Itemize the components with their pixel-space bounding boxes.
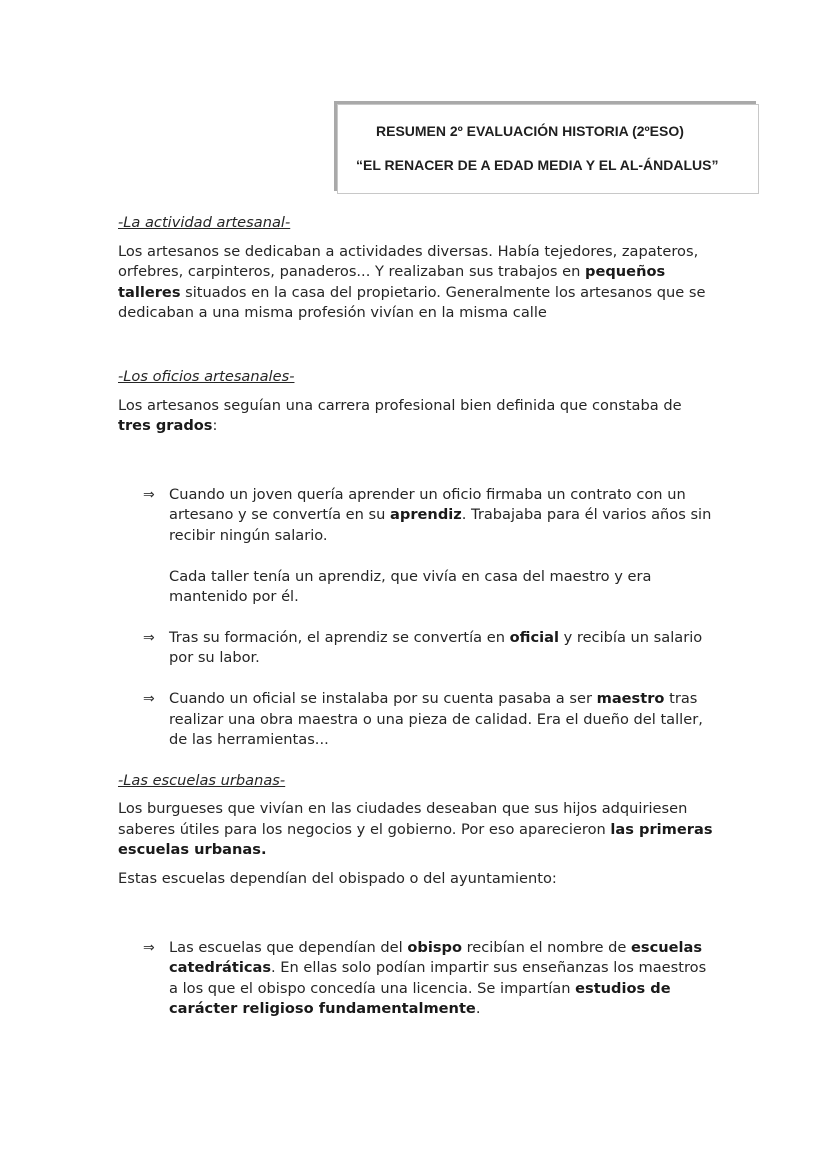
title-box [337, 104, 759, 194]
text-run: tras realizar una obra maestra o una pieza de calidad. Era el dueño del taller, de las herramientas... [169, 689, 703, 749]
text-run: situados en la casa del propietario. Generalmente los artesanos que se dedicaban a una misma profesión vivían en la misma calle [118, 283, 706, 322]
arrow-right-icon: ⇒ [143, 939, 155, 956]
bold-text: pequeños talleres [118, 263, 666, 301]
document-title: RESUMEN 2º EVALUACIÓN HISTORIA (2ºESO) [376, 123, 684, 139]
text-run: : [212, 417, 218, 435]
text-run: Tras su formación, el aprendiz se convertía en [169, 628, 510, 646]
section-heading-oficios: -Los oficios artesanales- [118, 367, 295, 385]
bold-text: obispo [407, 938, 462, 956]
text-run: Los artesanos se dedicaban a actividades diversas. Había tejedores, zapateros, orfebres, carpinteros, panaderos... Y realizaban sus trabajos en [118, 242, 699, 281]
paragraph-artesanal [118, 242, 718, 324]
list-item [118, 689, 718, 751]
bold-text: las primeras escuelas urbanas. [118, 820, 713, 859]
paragraph-escuelas-2: Estas escuelas dependían del obispado o del ayuntamiento: [118, 870, 557, 888]
paragraph-escuelas [118, 799, 718, 861]
bold-text: estudios de carácter religioso fundamentalmente [169, 979, 671, 1018]
text-run: . Trabajaba para él varios años sin recibir ningún salario. [169, 506, 712, 544]
text-run: . En ellas solo podían impartir sus enseñanzas los maestros a los que el obispo concedía una licencia. Se impartían [169, 959, 707, 997]
bold-text: escuelas catedráticas [169, 938, 703, 977]
text-run: Cuando un oficial se instalaba por su cuenta pasaba a ser [169, 689, 597, 707]
arrow-right-icon: ⇒ [143, 629, 155, 646]
section-heading-artesanal: -La actividad artesanal- [118, 214, 291, 231]
bold-text: oficial [509, 628, 559, 646]
text-run: Los burgueses que vivían en las ciudades deseaban que sus hijos adquiriesen saberes útiles para los negocios y el gobierno. Por eso aparecieron [118, 800, 688, 838]
list-item [118, 485, 718, 547]
text-run: Los artesanos seguían una carrera profesional bien definida que constaba de [118, 396, 682, 414]
arrow-right-icon: ⇒ [143, 486, 155, 503]
paragraph-oficios [118, 396, 718, 437]
text-run: recibían el nombre de [461, 938, 632, 956]
section-heading-escuelas: -Las escuelas urbanas- [118, 771, 286, 789]
list-item [118, 628, 718, 669]
bold-text: aprendiz [390, 506, 462, 524]
list-item [118, 938, 718, 1020]
document-subtitle: “EL RENACER DE A EDAD MEDIA Y EL AL-ÁNDALUS” [356, 157, 719, 173]
bold-text: maestro [596, 689, 665, 707]
text-run: . [475, 1000, 481, 1018]
bold-text: tres grados [118, 417, 213, 435]
escuelas-list [118, 938, 718, 1020]
document-body [118, 213, 718, 1020]
arrow-right-icon: ⇒ [143, 690, 155, 707]
text-run: Las escuelas que dependían del [169, 938, 408, 956]
oficios-list-cont [118, 628, 718, 751]
oficios-list [118, 485, 718, 547]
text-run: Cuando un joven quería aprender un oficio firmaba un contrato con un artesano y se convertía en su [169, 485, 686, 524]
sub-paragraph: Cada taller tenía un aprendiz, que vivía en casa del maestro y era mantenido por él. [169, 567, 652, 606]
text-run: y recibía un salario por su labor. [169, 628, 703, 667]
